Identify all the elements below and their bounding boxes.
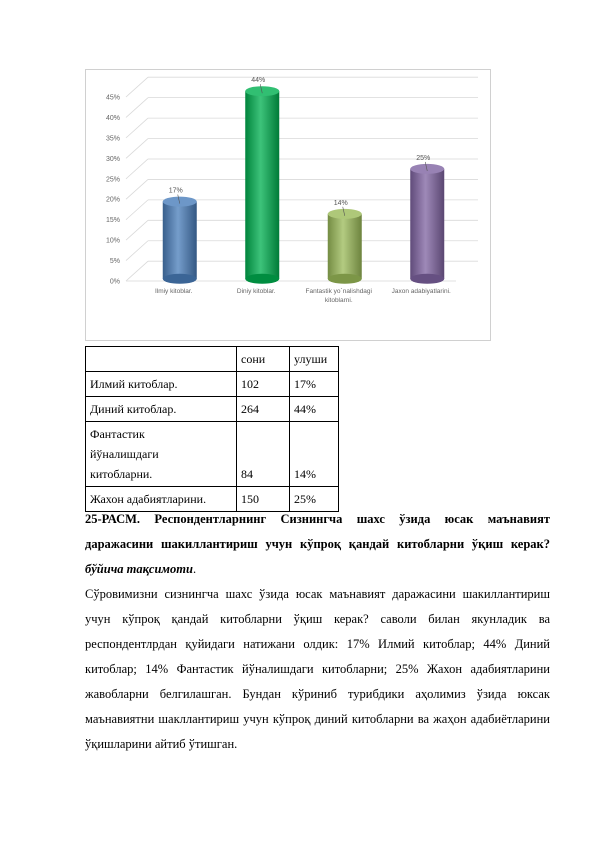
table-header-cell: сони xyxy=(237,347,290,372)
chart xyxy=(85,69,491,341)
y-tick-label: 35% xyxy=(105,135,120,143)
count-cell: 102 xyxy=(237,372,290,397)
gridline xyxy=(126,261,148,281)
x-tick-label: Jaxon adabiyatlarini. xyxy=(391,288,451,295)
table-header-row xyxy=(86,347,339,372)
share-cell: 25% xyxy=(290,487,339,512)
bar-chart-svg xyxy=(86,70,490,340)
bar-top xyxy=(328,209,362,219)
y-tick-label: 30% xyxy=(105,155,120,163)
table-row xyxy=(86,397,339,422)
caption-end: . xyxy=(192,562,197,576)
category-cell xyxy=(86,422,237,487)
x-tick-label: Diniy kitoblar. xyxy=(236,288,276,295)
figure-caption xyxy=(85,507,550,582)
x-tick-label: Ilmiy kitoblar. xyxy=(154,288,193,295)
data-label: 14% xyxy=(333,199,348,207)
category-cell xyxy=(86,397,237,422)
gridline xyxy=(126,139,148,159)
gridline xyxy=(126,200,148,220)
y-tick-label: 10% xyxy=(105,237,120,245)
data-label: 25% xyxy=(416,154,431,162)
y-tick-label: 5% xyxy=(109,258,120,266)
category-text: Жахон адабиятларини. xyxy=(90,492,207,506)
table-header-cell xyxy=(86,347,237,372)
gridline xyxy=(126,159,148,179)
gridline xyxy=(126,179,148,199)
category-text: йўналишдаги xyxy=(90,447,159,461)
share-cell: 17% xyxy=(290,372,339,397)
y-tick-label: 40% xyxy=(105,114,120,122)
bar-body xyxy=(163,202,197,279)
x-tick-label: Fantastik yo`nalishdagi xyxy=(305,288,372,295)
bar-bottom xyxy=(163,274,197,284)
share-cell: 44% xyxy=(290,397,339,422)
y-tick-label: 15% xyxy=(105,217,120,225)
bar-top xyxy=(245,86,279,96)
y-tick-label: 20% xyxy=(105,196,120,204)
table-row xyxy=(86,372,339,397)
count-cell: 264 xyxy=(237,397,290,422)
bar-body xyxy=(328,214,362,279)
count-cell: 84 xyxy=(237,422,290,487)
gridline xyxy=(126,77,148,97)
data-label: 44% xyxy=(251,77,266,85)
category-text: Фантастик xyxy=(90,427,145,441)
y-tick-label: 45% xyxy=(105,94,120,102)
bar-body xyxy=(245,91,279,279)
gridline xyxy=(126,98,148,118)
stats-table xyxy=(85,346,339,512)
table-row xyxy=(86,422,339,487)
category-cell xyxy=(86,372,237,397)
caption-bold: 25-РАСМ. Респондентларнинг Сизнингча шахс ўзида юсак маънавият даражасини шакиллантириш учун кўпроқ қандай китобларни ўқиш керак? xyxy=(85,512,550,551)
x-tick-label: kitoblarni. xyxy=(324,297,353,304)
y-tick-label: 25% xyxy=(105,176,120,184)
gridline xyxy=(126,241,148,261)
category-text: Диний китоблар. xyxy=(90,402,177,416)
body-paragraph: Сўровимизни сизнингча шахс ўзида юсак маънавият даражасини шакиллантириш учун кўпроқ қандай китобларни ўқиш керак? саволи билан якунладик ва респондентлрдан қуйидаги натижани олдик: 17% Илмий китоблар; 44% Диний китоблар; 14% Фантастик йўналишдаги китобларни; 25% Жахон адабиятларини жавобларни белгилашган. Бундан кўриниб турибдики аҳолимиз ўзида юксак маънавиятни шакллантириш учун кўпроқ диний китобларни ва жаҳон адабиётларини ўқишларини айтиб ўтишган. xyxy=(85,587,550,751)
share-cell: 14% xyxy=(290,422,339,487)
bar-bottom xyxy=(328,274,362,284)
caption-italic: бўйича тақсимоти xyxy=(85,562,193,576)
gridline xyxy=(126,118,148,138)
category-text: Илмий китоблар. xyxy=(90,377,178,391)
bar-bottom xyxy=(245,274,279,284)
data-label: 17% xyxy=(168,187,183,195)
table-header-cell: улуши xyxy=(290,347,339,372)
bar-body xyxy=(410,169,444,279)
bar-top xyxy=(163,197,197,207)
count-cell: 150 xyxy=(237,487,290,512)
bar-bottom xyxy=(410,274,444,284)
gridline xyxy=(126,220,148,240)
bar-top xyxy=(410,164,444,174)
category-text: китобларни. xyxy=(90,467,153,481)
y-tick-label: 0% xyxy=(109,278,120,286)
